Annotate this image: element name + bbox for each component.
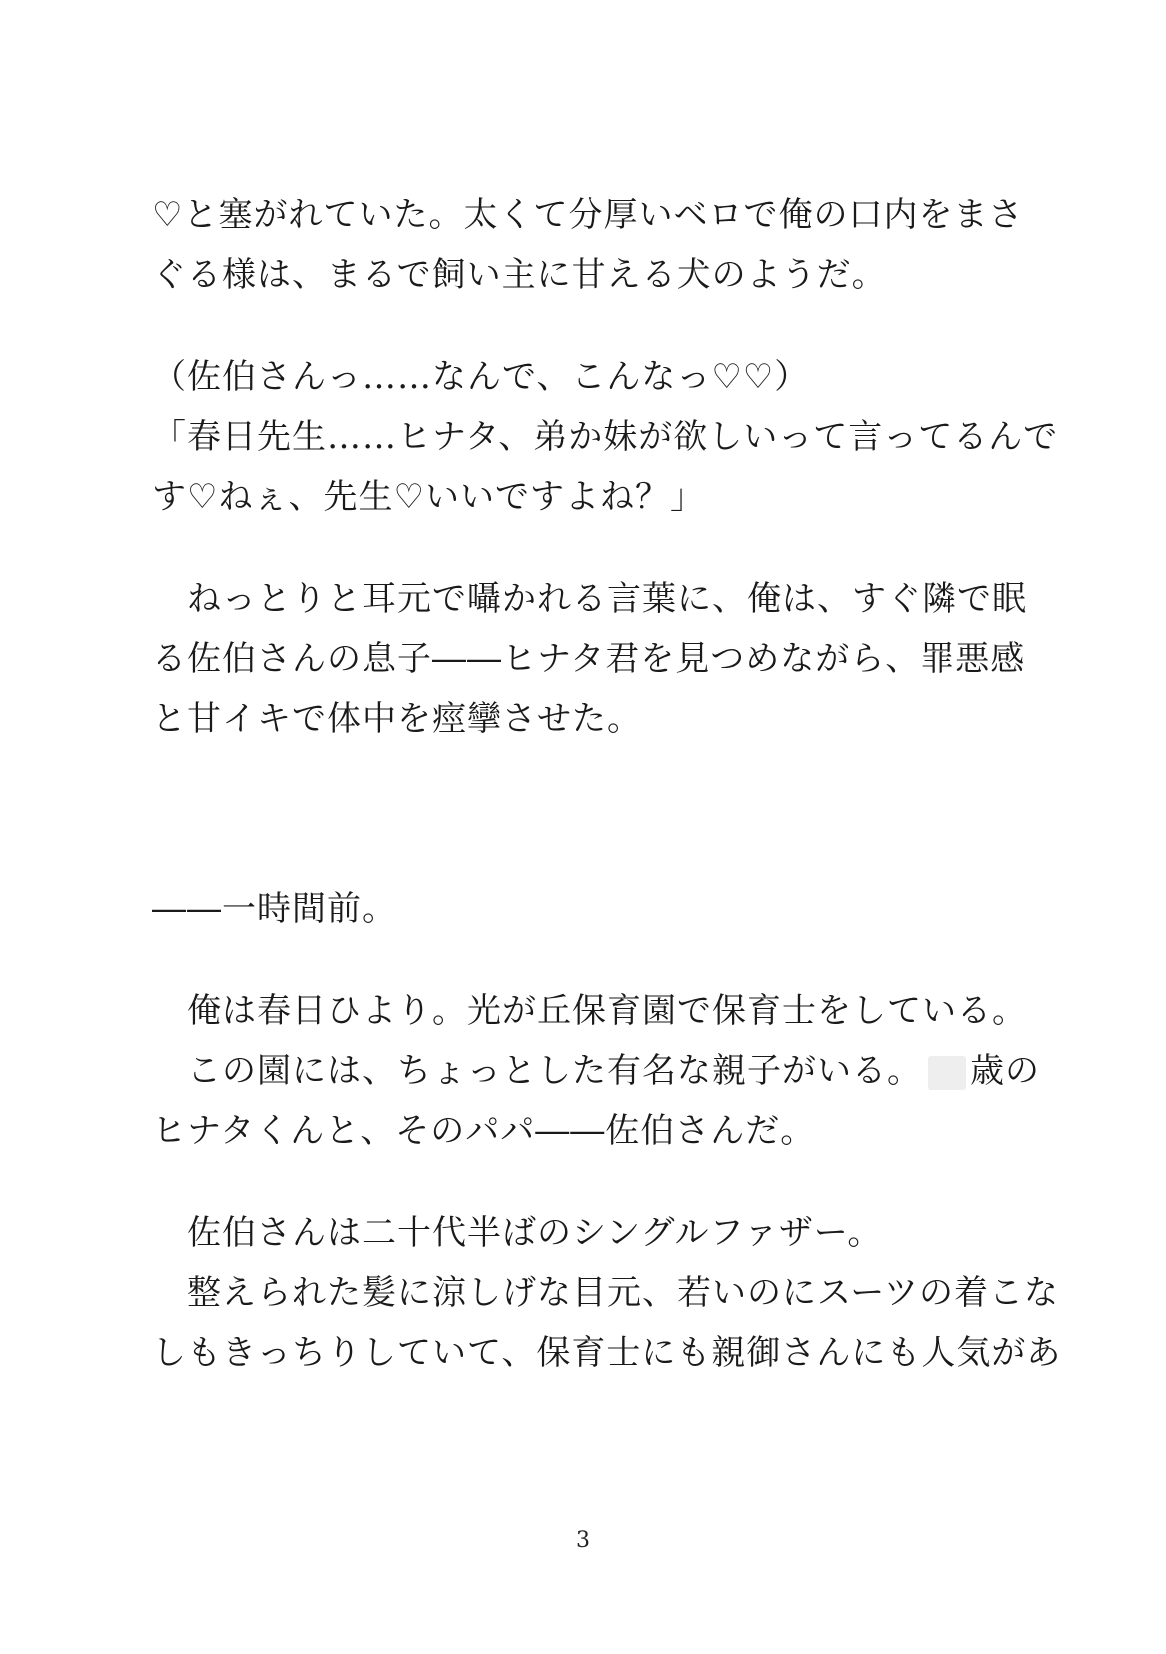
text-line: ぐる様は、まるで飼い主に甘える犬のようだ。 — [152, 255, 887, 295]
text-line: ♡と塞がれていた。太くて分厚いベロで俺の口内をまさ — [152, 195, 1024, 235]
text-line: しもきっちりしていて、保育士にも親御さんにも人気があ — [152, 1333, 1062, 1373]
text-line: （佐伯さんっ……なんで、こんなっ♡♡） — [152, 357, 810, 397]
text-line: ――一時間前。 — [152, 889, 397, 929]
text-line: 「春日先生……ヒナタ、弟か妹が欲しいって言ってるんで — [152, 417, 1059, 457]
text-line: る佐伯さんの息子――ヒナタ君を見つめながら、罪悪感 — [152, 639, 1026, 679]
text-line: ねっとりと耳元で囁かれる言葉に、俺は、すぐ隣で眠 — [152, 579, 1027, 619]
text-line: す♡ねぇ、先生♡いいですよね？」 — [152, 477, 705, 517]
text-line: と甘イキで体中を痙攣させた。 — [152, 699, 642, 739]
redaction-block — [928, 1056, 966, 1090]
text-line: 俺は春日ひより。光が丘保育園で保育士をしている。 — [152, 991, 1027, 1031]
text-line: ヒナタくんと、そのパパ――佐伯さんだ。 — [152, 1111, 816, 1151]
text-line-with-redaction — [152, 1046, 1040, 1096]
page-number: 3 — [576, 1528, 590, 1553]
text-line: 佐伯さんは二十代半ばのシングルファザー。 — [152, 1213, 883, 1253]
text-line: 整えられた髪に涼しげな目元、若いのにスーツの着こな — [152, 1273, 1059, 1313]
text-segment: 歳の — [970, 1051, 1040, 1091]
text-segment: この園には、ちょっとした有名な親子がいる。 — [152, 1051, 922, 1091]
